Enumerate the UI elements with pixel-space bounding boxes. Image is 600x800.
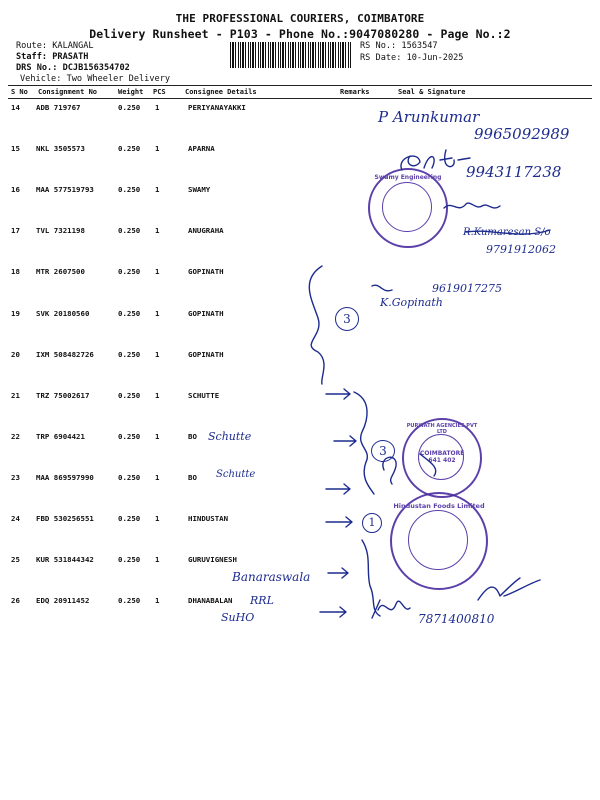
hw-note-23: Schutte xyxy=(216,469,256,480)
runsheet-subtitle: Delivery Runsheet - P103 - Phone No.:9047080280 - Page No.:2 xyxy=(89,27,511,41)
rs-date: RS Date: 10-Jun-2025 xyxy=(360,53,464,63)
row-pcs: 1 xyxy=(155,185,160,194)
row-pcs: 1 xyxy=(155,267,160,276)
row-sno: 17 xyxy=(11,226,20,235)
col-pcs: PCS xyxy=(153,88,166,96)
hw-name-19: K.Gopinath xyxy=(380,296,443,309)
row-weight: 0.250 xyxy=(118,185,141,194)
signature-25 xyxy=(478,578,540,600)
row-pcs: 1 xyxy=(155,555,160,564)
hw-circle-24: 1 xyxy=(362,513,382,533)
row-consignment: FBD 530256551 xyxy=(36,514,94,523)
signature-26 xyxy=(378,601,410,610)
col-sno: S No xyxy=(11,88,28,96)
arrow-22 xyxy=(334,436,356,446)
arrow-21 xyxy=(326,389,350,399)
row-sno: 22 xyxy=(11,432,20,441)
drs-number: DRS No.: DCJB156354702 xyxy=(16,63,130,73)
signature-17b xyxy=(466,230,550,234)
hw-phone-14: 9965092989 xyxy=(474,125,570,143)
hw-phone-26: 7871400810 xyxy=(418,612,495,626)
row-sno: 16 xyxy=(11,185,20,194)
row-consignment: EDQ 20911452 xyxy=(36,596,90,605)
col-weight: Weight xyxy=(118,88,144,96)
seal-text: Hindustan Foods Limited xyxy=(393,502,485,510)
row-pcs: 1 xyxy=(155,391,160,400)
hw-phone-17: 9791912062 xyxy=(486,243,556,256)
vehicle-label: Vehicle: Two Wheeler Delivery xyxy=(20,74,171,84)
row-pcs: 1 xyxy=(155,596,160,605)
hw-note-26b: SuHO xyxy=(221,611,255,624)
row-consignee: APARNA xyxy=(188,144,215,153)
hw-phone-15: 9943117238 xyxy=(466,163,562,181)
arrow-25 xyxy=(328,568,348,578)
col-seal-signature: Seal & Signature xyxy=(398,88,466,96)
row-weight: 0.250 xyxy=(118,144,141,153)
seal-text: Swamy Engineering xyxy=(374,174,442,181)
row-sno: 26 xyxy=(11,596,20,605)
arrow-26 xyxy=(320,607,346,617)
row-consignee: SCHUTTE xyxy=(188,391,220,400)
row-consignee: GOPINATH xyxy=(188,309,224,318)
row-consignee: DHANABALAN xyxy=(188,596,233,605)
hw-mark-19 xyxy=(372,285,392,291)
row-consignment: TRP 6904421 xyxy=(36,432,85,441)
row-sno: 21 xyxy=(11,391,20,400)
row-consignee: GURUVIGNESH xyxy=(188,555,237,564)
hw-note-22: Schutte xyxy=(208,430,252,443)
row-weight: 0.250 xyxy=(118,596,141,605)
row-consignment: IXM 508482726 xyxy=(36,350,94,359)
seal-text: PURWATH AGENCIES PVT LTD xyxy=(406,423,478,435)
row-weight: 0.250 xyxy=(118,432,141,441)
row-consignment: TVL 7321198 xyxy=(36,226,85,235)
col-consignee: Consignee Details xyxy=(185,88,257,96)
row-consignment: NKL 3505573 xyxy=(36,144,85,153)
row-consignee: ANUGRAHA xyxy=(188,226,224,235)
hw-mark-22 xyxy=(383,457,396,484)
row-pcs: 1 xyxy=(155,144,160,153)
row-weight: 0.250 xyxy=(118,226,141,235)
arrow-24 xyxy=(326,517,352,527)
signature-15 xyxy=(401,150,470,170)
row-pcs: 1 xyxy=(155,514,160,523)
hw-note-25: Banaraswala xyxy=(232,570,311,584)
row-consignment: KUR 531844342 xyxy=(36,555,94,564)
staff-label: Staff: PRASATH xyxy=(16,52,89,62)
hw-circle-19: 3 xyxy=(335,307,359,331)
row-sno: 20 xyxy=(11,350,20,359)
arrow-23 xyxy=(326,484,350,494)
row-consignment: MAA 577519793 xyxy=(36,185,94,194)
row-consignment: SVK 20180560 xyxy=(36,309,90,318)
brace-21-23 xyxy=(354,392,374,494)
signature-22 xyxy=(420,454,436,476)
row-pcs: 1 xyxy=(155,103,160,112)
row-pcs: 1 xyxy=(155,473,160,482)
hw-circle-22: 3 xyxy=(371,440,395,462)
row-consignment: MTR 2607500 xyxy=(36,267,85,276)
brace-18-20 xyxy=(309,266,324,384)
route-label: Route: KALANGAL xyxy=(16,41,94,51)
row-sno: 15 xyxy=(11,144,20,153)
signature-17 xyxy=(444,203,500,208)
row-weight: 0.250 xyxy=(118,267,141,276)
row-consignee: SWAMY xyxy=(188,185,211,194)
col-remarks: Remarks xyxy=(340,88,370,96)
row-weight: 0.250 xyxy=(118,391,141,400)
row-consignee: HINDUSTAN xyxy=(188,514,229,523)
row-weight: 0.250 xyxy=(118,103,141,112)
company-title: THE PROFESSIONAL COURIERS, COIMBATORE xyxy=(175,12,425,25)
row-consignee: GOPINATH xyxy=(188,350,224,359)
row-consignee: GOPINATH xyxy=(188,267,224,276)
row-sno: 19 xyxy=(11,309,20,318)
row-weight: 0.250 xyxy=(118,555,141,564)
row-consignment: MAA 869597990 xyxy=(36,473,94,482)
row-sno: 25 xyxy=(11,555,20,564)
row-weight: 0.250 xyxy=(118,309,141,318)
row-consignee: BO xyxy=(188,432,197,441)
row-consignment: TRZ 75002617 xyxy=(36,391,90,400)
row-pcs: 1 xyxy=(155,432,160,441)
rs-number: RS No.: 1563547 xyxy=(360,41,438,51)
row-consignee: BO xyxy=(188,473,197,482)
hw-phone-19: 9619017275 xyxy=(432,282,502,295)
hw-name-17: R.Kumaresan S/o xyxy=(463,227,551,238)
row-sno: 18 xyxy=(11,267,20,276)
row-pcs: 1 xyxy=(155,226,160,235)
hw-signature-14: P Arunkumar xyxy=(378,108,480,126)
row-consignee: PERIYANAYAKKI xyxy=(188,103,246,112)
row-consignment: ADB 719767 xyxy=(36,103,81,112)
col-consignment: Consignment No xyxy=(38,88,98,96)
row-sno: 23 xyxy=(11,473,20,482)
row-weight: 0.250 xyxy=(118,514,141,523)
hw-note-26a: RRL xyxy=(250,594,274,607)
row-weight: 0.250 xyxy=(118,473,141,482)
row-weight: 0.250 xyxy=(118,350,141,359)
seal-center-text: COIMBATORE 641 402 xyxy=(420,450,465,464)
row-pcs: 1 xyxy=(155,309,160,318)
row-pcs: 1 xyxy=(155,350,160,359)
row-sno: 24 xyxy=(11,514,20,523)
row-sno: 14 xyxy=(11,103,20,112)
